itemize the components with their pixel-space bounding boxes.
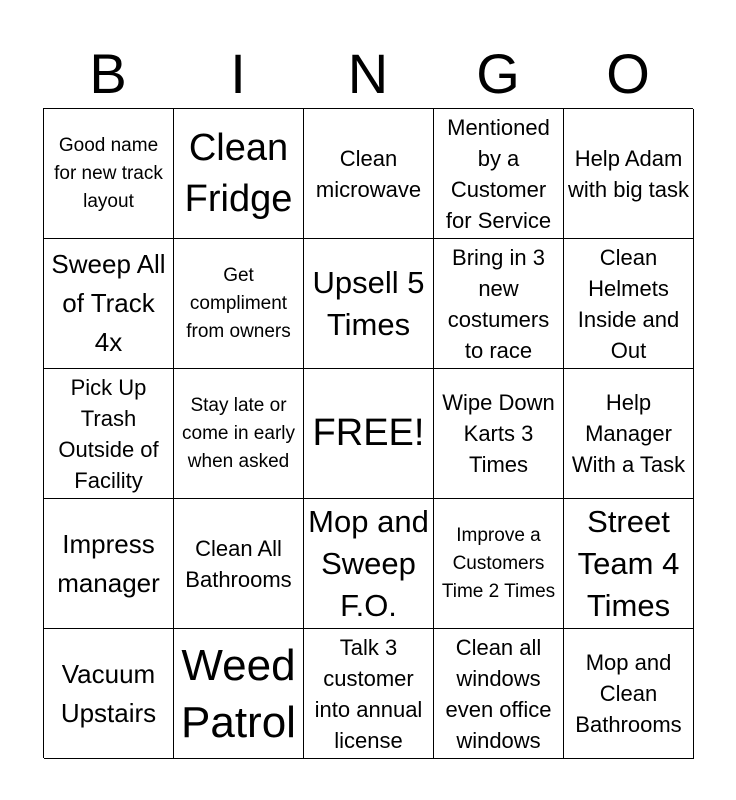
bingo-cell[interactable] xyxy=(564,499,694,629)
cell-text: Pick Up Trash Outside of Facility xyxy=(58,374,159,493)
bingo-cell[interactable] xyxy=(304,239,434,369)
header-letter-o: O xyxy=(606,42,650,105)
bingo-cell[interactable] xyxy=(434,629,564,759)
cell-text: Wipe Down Karts 3 Times xyxy=(442,390,555,477)
bingo-cell[interactable] xyxy=(174,499,304,629)
cell-text: Talk 3 customer into annual license xyxy=(314,634,423,753)
cell-text: Impress manager xyxy=(57,528,160,598)
cell-text: Clean All Bathrooms xyxy=(185,535,292,592)
bingo-cell[interactable] xyxy=(44,239,174,369)
header-letter-n: N xyxy=(347,42,389,105)
cell-text: Bring in 3 new costumers to race xyxy=(447,244,550,363)
cell-text: Vacuum Upstairs xyxy=(60,658,157,728)
bingo-cell[interactable] xyxy=(174,109,304,239)
bingo-cell[interactable] xyxy=(44,499,174,629)
free-space-text: FREE! xyxy=(312,412,425,454)
free-space-cell[interactable] xyxy=(304,369,434,499)
bingo-cell[interactable] xyxy=(434,239,564,369)
bingo-cell[interactable] xyxy=(564,629,694,759)
bingo-cell[interactable] xyxy=(44,369,174,499)
bingo-cell[interactable] xyxy=(304,629,434,759)
header-letter-b: B xyxy=(89,42,127,105)
cell-text: Get compliment from owners xyxy=(186,264,291,342)
bingo-cell[interactable] xyxy=(44,629,174,759)
bingo-cell[interactable] xyxy=(44,109,174,239)
header-letter-g: G xyxy=(476,42,520,105)
bingo-cell[interactable] xyxy=(174,629,304,759)
bingo-board xyxy=(43,108,693,758)
cell-text: Weed Patrol xyxy=(181,640,296,747)
bingo-cell[interactable] xyxy=(564,239,694,369)
bingo-cell[interactable] xyxy=(434,369,564,499)
bingo-cell[interactable] xyxy=(304,499,434,629)
cell-text: Good name for new track layout xyxy=(54,134,163,212)
bingo-cell[interactable] xyxy=(304,109,434,239)
cell-text: Clean all windows even office windows xyxy=(445,634,552,753)
bingo-cell[interactable] xyxy=(564,109,694,239)
header-letter-i: I xyxy=(230,42,246,105)
cell-text: Mentioned by a Customer for Service xyxy=(445,114,552,233)
cell-text: Mop and Clean Bathrooms xyxy=(575,650,682,737)
cell-text: Help Manager With a Task xyxy=(571,390,686,477)
bingo-cell[interactable] xyxy=(564,369,694,499)
cell-text: Mop and Sweep F.O. xyxy=(308,503,429,623)
cell-text: Clean Fridge xyxy=(184,126,293,220)
cell-text: Help Adam with big task xyxy=(567,145,690,202)
cell-text: Sweep All of Track 4x xyxy=(51,249,166,357)
cell-text: Street Team 4 Times xyxy=(577,503,680,623)
cell-text: Clean microwave xyxy=(315,145,422,202)
bingo-cell[interactable] xyxy=(434,499,564,629)
bingo-header xyxy=(43,40,693,108)
cell-text: Clean Helmets Inside and Out xyxy=(577,244,680,363)
bingo-cell[interactable] xyxy=(174,369,304,499)
cell-text: Upsell 5 Times xyxy=(312,264,425,342)
cell-text: Stay late or come in early when asked xyxy=(182,394,295,472)
cell-text: Improve a Customers Time 2 Times xyxy=(441,524,556,602)
bingo-cell[interactable] xyxy=(434,109,564,239)
bingo-cell[interactable] xyxy=(174,239,304,369)
